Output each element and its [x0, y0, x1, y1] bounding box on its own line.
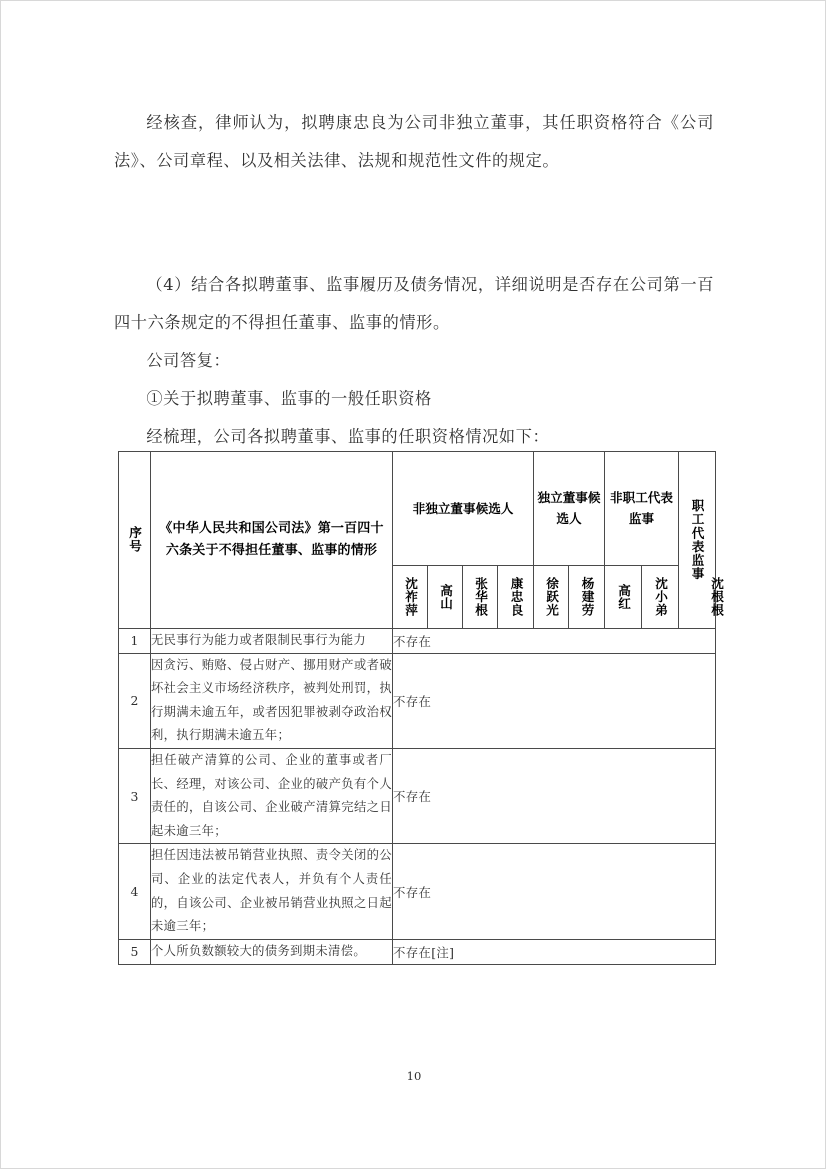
header-name-1 [428, 566, 463, 629]
header-name-0-inner [393, 566, 427, 628]
header-name-7 [642, 566, 679, 629]
header-group-non-independent-directors [393, 452, 534, 566]
header-name-label-1: 高山 [438, 583, 454, 611]
row-value-3: 不存在 [393, 749, 716, 844]
header-name-6 [605, 566, 642, 629]
header-name-label-0: 沈祚萍 [403, 577, 419, 617]
header-name-3 [498, 566, 534, 629]
paragraph-block-subsection-1 [114, 380, 714, 418]
header-group-employee-supervisor-inner [679, 499, 715, 581]
header-clause [151, 452, 393, 629]
paragraph-question-4: （4）结合各拟聘董事、监事履历及债务情况，详细说明是否存在公司第一百四十六条规定的不得担任董事、监事的情形。 [114, 275, 714, 332]
row-description-3: 担任破产清算的公司、企业的董事或者厂长、经理，对该公司、企业的破产负有个人责任的，自该公司、企业破产清算完结之日起未逾三年； [151, 749, 393, 844]
row-value-1: 不存在 [393, 629, 716, 654]
header-name-2-inner [463, 566, 497, 628]
header-name-6-inner [605, 566, 641, 628]
header-index-label: 序号 [127, 526, 142, 554]
row-description-2: 因贪污、贿赂、侵占财产、挪用财产或者破坏社会主义市场经济秩序，被判处刑罚，执行期满未逾五年，或者因犯罪被剥夺政治权利，执行期满未逾五年； [151, 653, 393, 748]
table-row [119, 844, 716, 939]
paragraph-subsection-1-title: ①关于拟聘董事、监事的一般任职资格 [146, 389, 432, 408]
row-description-5: 个人所负数额较大的债务到期未清偿。 [151, 939, 393, 964]
header-index [119, 452, 151, 629]
row-index-1: 1 [119, 629, 151, 654]
header-name-label-4: 徐跃光 [544, 577, 560, 617]
header-index-inner [119, 452, 150, 628]
header-name-2 [463, 566, 498, 629]
header-name-3-inner [498, 566, 533, 628]
row-description-4: 担任因违法被吊销营业执照、责令关闭的公司、企业的法定代表人，并负有个人责任的，自该公司、企业被吊销营业执照之日起未逾三年； [151, 844, 393, 939]
header-name-5 [569, 566, 605, 629]
table-body [119, 629, 716, 965]
header-name-label-2: 张华根 [473, 577, 489, 617]
header-name-4 [534, 566, 569, 629]
row-value-4: 不存在 [393, 844, 716, 939]
header-group-independent-directors [534, 452, 605, 566]
paragraph-company-reply-label: 公司答复： [146, 351, 231, 370]
header-name-label-8: 沈根根 [709, 577, 725, 617]
header-name-0 [393, 566, 428, 629]
paragraph-block-lawyer-conclusion [114, 104, 714, 180]
header-name-label-6: 高红 [616, 583, 632, 611]
table-header [119, 452, 725, 629]
row-index-4: 4 [119, 844, 151, 939]
header-name-label-5: 杨建劳 [579, 577, 595, 617]
table-row [119, 629, 716, 654]
paragraph-block-company-reply [114, 342, 714, 380]
qualification-table-wrapper [118, 451, 725, 965]
header-name-label-3: 康忠良 [508, 577, 524, 617]
header-name-7-inner [642, 566, 678, 628]
table-row [119, 939, 716, 964]
row-index-5: 5 [119, 939, 151, 964]
row-index-3: 3 [119, 749, 151, 844]
header-group-label-0: 非独立董事候选人 [412, 500, 514, 516]
row-index-2: 2 [119, 653, 151, 748]
row-value-2: 不存在 [393, 653, 716, 748]
header-name-label-7: 沈小弟 [653, 577, 669, 617]
table-row [119, 749, 716, 844]
paragraph-lawyer-conclusion: 经核查，律师认为，拟聘康忠良为公司非独立董事，其任职资格符合《公司法》、公司章程、以及相关法律、法规和规范性文件的规定。 [114, 113, 714, 170]
paragraph-block-question-4 [114, 266, 714, 342]
row-description-1: 无民事行为能力或者限制民事行为能力 [151, 629, 393, 654]
header-group-non-employee-supervisors [605, 452, 679, 566]
table-row [119, 653, 716, 748]
paragraph-table-intro: 经梳理，公司各拟聘董事、监事的任职资格情况如下： [146, 427, 550, 446]
header-group-label-2: 非职工代表监事 [610, 490, 673, 526]
page-number: 10 [406, 1069, 422, 1083]
row-value-5: 不存在[注] [393, 939, 716, 964]
qualification-table [118, 451, 725, 965]
header-name-1-inner [428, 566, 462, 628]
header-clause-label: 《中华人民共和国公司法》第一百四十六条关于不得担任董事、监事的情形 [159, 520, 384, 558]
header-group-label-1: 独立董事候选人 [537, 490, 601, 526]
header-group-label-3: 职工代表监事 [689, 499, 705, 581]
table-header-row-groups [119, 452, 716, 566]
header-name-5-inner [569, 566, 604, 628]
header-name-4-inner [534, 566, 568, 628]
